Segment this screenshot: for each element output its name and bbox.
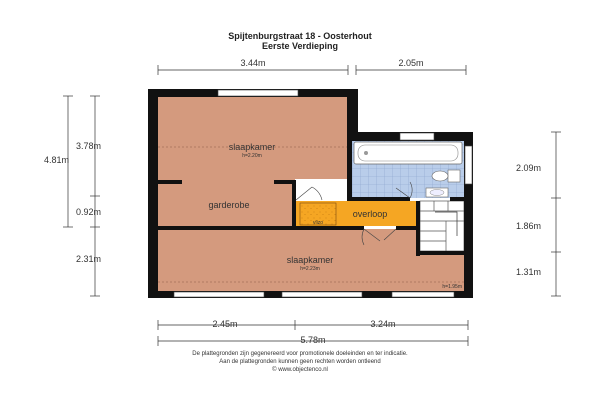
dim-bottom-total: 5.78m [300, 335, 326, 345]
bedroom-bottom-label: slaapkamer [286, 255, 334, 265]
bedroom-top-height: h=2.20m [242, 153, 262, 159]
bedroom-top-label: slaapkamer [228, 142, 276, 152]
landing-label: overloop [352, 209, 388, 219]
dim-right-3: 1.31m [516, 267, 542, 277]
dim-bottom-right: 3.24m [370, 319, 396, 329]
dim-top-right: 2.05m [398, 58, 424, 68]
dim-left-3: 2.31m [76, 254, 102, 264]
left-dimension-lines [63, 96, 100, 296]
dim-left-1: 3.78m [76, 141, 102, 151]
disclaimer-line-2: Aan de plattegronden kunnen geen rechten worden ontleend [219, 359, 381, 365]
disclaimer-website: © www.objectenco.nl [272, 367, 328, 373]
disclaimer-line-1: De plattegronden zijn gegenereerd voor promotionele doeleinden en ter indicatie. [192, 351, 408, 357]
sink-icon [426, 188, 448, 197]
vlizo-label: vlizo [312, 220, 324, 226]
bedroom-top [158, 97, 347, 179]
dim-bottom-left: 2.45m [212, 319, 238, 329]
dim-right-2: 1.86m [516, 221, 542, 231]
dressing-room-label: garderobe [208, 200, 250, 210]
staircase [420, 201, 464, 251]
plan-address-title: Spijtenburgstraat 18 - Oosterhout [228, 31, 372, 41]
dim-top-left: 3.44m [240, 58, 266, 68]
dim-right-1: 2.09m [516, 163, 542, 173]
plan-floor-title: Eerste Verdieping [261, 41, 339, 51]
dim-left-2: 0.92m [76, 207, 102, 217]
bathtub-icon [354, 142, 462, 164]
slope-height-label: h=1.95m [442, 284, 462, 290]
dim-left-total: 4.81m [44, 155, 70, 165]
right-dimension-lines [551, 132, 561, 296]
bedroom-bottom-height: h=2.23m [300, 266, 320, 272]
